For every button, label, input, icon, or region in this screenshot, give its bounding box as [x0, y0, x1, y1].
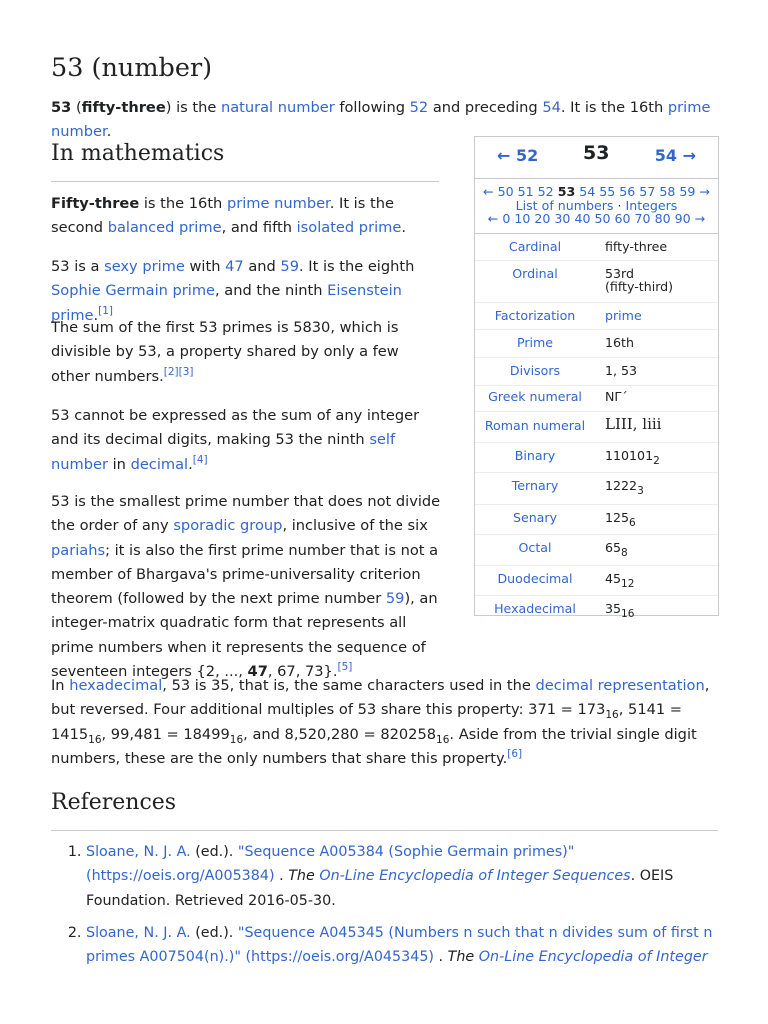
bold-47: 47	[247, 663, 268, 681]
section-heading-references: References	[51, 790, 177, 815]
nav-decades[interactable]: ← 0 10 20 30 40 50 60 70 80 90 →	[487, 211, 706, 226]
author-link[interactable]: Sloane, N. J. A.	[86, 844, 191, 860]
text: 53 is a	[51, 258, 105, 275]
infobox-row-octal	[475, 535, 718, 566]
text: The sum of the first 53 primes is 5830, which is divisible by 53, a property shared by only a few other numbers.	[51, 319, 399, 385]
subscript: 16	[88, 733, 102, 746]
text: (ed.).	[190, 844, 238, 860]
decimal-representation-link[interactable]: decimal representation	[535, 677, 705, 694]
balanced-prime-link[interactable]: balanced prime	[107, 219, 222, 237]
text: .	[274, 868, 289, 885]
text: , 67, 73}.	[267, 663, 338, 681]
infobox-header	[475, 137, 718, 179]
row-label[interactable]: Greek numeral	[488, 389, 582, 404]
text: , and 8,520,280 = 820258	[243, 725, 437, 743]
row-label[interactable]: Factorization	[494, 308, 576, 323]
bold-term: Fifty-three	[51, 195, 140, 212]
isolated-prime-link[interactable]: isolated prime	[296, 219, 402, 237]
natural-number-link[interactable]: natural number	[220, 99, 335, 116]
nav-next-numbers[interactable]: 54 55 56 57 58 59 →	[575, 184, 710, 199]
lead-text: . It is the 16th	[560, 99, 668, 116]
text: , and fifth	[221, 219, 297, 237]
value: 45	[605, 571, 622, 586]
value: 35	[605, 601, 622, 616]
decimal-link[interactable]: decimal	[130, 455, 189, 473]
infobox-row-binary	[475, 443, 718, 473]
reference-list	[69, 840, 728, 977]
text: In	[51, 677, 70, 694]
citation-4[interactable]: [4]	[192, 453, 208, 466]
sophie-germain-prime-link[interactable]: Sophie Germain prime	[51, 282, 216, 300]
row-value	[595, 443, 718, 472]
prime-number-link[interactable]: prime number	[51, 99, 711, 141]
text: ), an integer-matrix quadratic form that represents all prime numbers when it represents the sequence of seventeen integers {2, ...,	[51, 590, 438, 681]
page-title: 53 (number)	[51, 53, 213, 83]
value: 125	[605, 510, 630, 525]
math-paragraph-4	[51, 404, 439, 477]
text: , 99,481 = 18499	[101, 725, 230, 743]
link-59[interactable]: 59	[280, 258, 299, 275]
row-label[interactable]: Divisors	[509, 363, 561, 378]
previous-number-link[interactable]: ← 52	[497, 146, 539, 165]
row-value	[595, 473, 718, 504]
row-label[interactable]: Binary	[514, 448, 556, 463]
pariahs-link[interactable]: pariahs	[51, 541, 106, 559]
separator: ·	[613, 197, 626, 213]
text: . It is the eighth	[299, 258, 415, 275]
text: . Aside from the trivial single digit numbers, these are the only numbers that share this property.	[51, 725, 697, 767]
list-of-numbers-link[interactable]: List of numbers	[515, 197, 614, 213]
infobox-row-senary	[475, 505, 718, 535]
infobox-navigation	[475, 179, 718, 234]
infobox-row-ordinal	[475, 261, 718, 303]
section-heading-mathematics: In mathematics	[51, 141, 225, 166]
base: 16	[621, 608, 635, 620]
journal-link[interactable]: On-Line Encyclopedia of Integer Sequences	[319, 868, 631, 885]
sporadic-group-link[interactable]: sporadic group	[173, 517, 283, 535]
ordinal-words: (fifty-third)	[605, 279, 674, 294]
section-divider	[51, 181, 439, 182]
section-divider	[51, 830, 718, 831]
nav-line-3	[475, 212, 718, 226]
text: ; it is also the first prime number that is not a member of Bhargava's prime-universality criterion theorem (followed by the next prime number	[51, 541, 439, 608]
row-value	[595, 261, 718, 302]
row-value: 16th	[605, 335, 634, 350]
lead-text: .	[106, 123, 112, 141]
base: 8	[621, 547, 628, 559]
text: , but reversed. Four additional multiples of 53 share this property: 371 = 173	[51, 677, 710, 719]
math-paragraph-6	[51, 674, 718, 771]
text: The	[447, 949, 475, 966]
infobox-row-prime	[475, 330, 718, 358]
base: 2	[653, 455, 660, 467]
link-52[interactable]: 52	[409, 99, 429, 116]
subscript: 16	[436, 733, 450, 746]
text: The	[288, 868, 315, 885]
row-label[interactable]: Ternary	[511, 478, 559, 493]
lead-text: (	[71, 99, 82, 116]
text: is the 16th	[139, 195, 227, 212]
infobox-row-roman-numeral	[475, 412, 718, 443]
row-value	[595, 596, 718, 625]
ordinal-value: 53rd	[605, 266, 634, 281]
hexadecimal-link[interactable]: hexadecimal	[69, 677, 163, 694]
prime-number-link[interactable]: prime number	[226, 195, 330, 212]
row-label[interactable]: Senary	[512, 510, 558, 525]
infobox-row-divisors	[475, 358, 718, 386]
infobox-row-duodecimal	[475, 566, 718, 596]
row-value: ΝΓ´	[605, 389, 628, 404]
number-infobox	[474, 136, 719, 620]
text: .	[93, 306, 99, 324]
reference-item	[86, 921, 728, 970]
text: with	[184, 258, 226, 275]
text: .	[401, 219, 406, 237]
base: 6	[629, 517, 636, 529]
row-label[interactable]: Prime	[516, 335, 554, 350]
text: , 5141 = 1415	[51, 701, 683, 743]
citation-6[interactable]: [6]	[507, 747, 523, 760]
sexy-prime-link[interactable]: sexy prime	[104, 258, 185, 275]
text: . OEIS Foundation. Retrieved 2016-05-30.	[86, 868, 674, 909]
row-label[interactable]: Cardinal	[508, 239, 562, 254]
next-number-link[interactable]: 54 →	[654, 146, 696, 165]
infobox-row-cardinal	[475, 234, 718, 261]
row-value: LIII, liii	[605, 415, 662, 433]
lead-text: and preceding	[428, 99, 543, 116]
journal-link[interactable]: On-Line Encyclopedia of Integer	[478, 949, 708, 966]
infobox-row-ternary	[475, 473, 718, 505]
lead-text: following	[334, 99, 410, 116]
text: 53 cannot be expressed as the sum of any integer and its decimal digits, making 53 the ninth	[51, 407, 420, 449]
text: 53 is the smallest prime number that does not divide the order of any	[51, 493, 441, 535]
citation-1[interactable]: [1]	[98, 304, 114, 317]
infobox-row-hexadecimal	[475, 596, 718, 625]
value: 1222	[605, 478, 638, 493]
external-link[interactable]: "Sequence A045345 (Numbers n such that n divides sum of first n primes A007504(n).)" (https://oeis.org/A045345)	[86, 924, 713, 966]
nav-previous-numbers[interactable]: ← 50 51 52	[483, 184, 558, 199]
external-link[interactable]: "Sequence A005384 (Sophie Germain primes)" (https://oeis.org/A005384)	[86, 844, 575, 885]
row-label[interactable]: Octal	[518, 540, 552, 555]
text: .	[188, 455, 193, 473]
reference-item	[86, 840, 728, 913]
text: and	[243, 258, 281, 275]
text: , and the ninth	[215, 282, 328, 300]
math-paragraph-1	[51, 192, 431, 241]
lead-bold-number: 53	[51, 99, 72, 116]
text: . It is the second	[51, 195, 394, 237]
row-label[interactable]: Duodecimal	[497, 571, 573, 586]
row-label[interactable]: Hexadecimal	[494, 601, 576, 616]
text: .	[434, 949, 448, 966]
row-label[interactable]: Roman numeral	[484, 418, 586, 433]
eisenstein-prime-link[interactable]: Eisenstein prime	[51, 282, 402, 324]
citation-5[interactable]: [5]	[337, 661, 353, 674]
subscript: 16	[605, 709, 619, 722]
prime-link[interactable]: prime	[605, 308, 642, 323]
math-paragraph-3	[51, 316, 439, 389]
author-link[interactable]: Sloane, N. J. A.	[86, 924, 191, 941]
row-value: fifty-three	[605, 239, 668, 254]
base: 12	[621, 578, 635, 590]
lead-bold-name: fifty-three	[81, 99, 166, 116]
row-value	[595, 505, 718, 534]
row-label[interactable]: Ordinal	[512, 266, 558, 281]
link-47[interactable]: 47	[225, 258, 244, 275]
citation-3[interactable]: [3]	[178, 365, 194, 378]
subscript: 16	[229, 733, 244, 746]
nav-line-1	[475, 185, 718, 199]
integers-link[interactable]: Integers	[625, 197, 678, 213]
text: , inclusive of the six	[282, 517, 428, 535]
link-54[interactable]: 54	[542, 99, 561, 116]
base: 3	[637, 485, 644, 497]
text: (ed.).	[190, 924, 238, 941]
row-value	[595, 535, 718, 565]
nav-current: 53	[557, 184, 576, 199]
text: , 53 is 35, that is, the same characters used in the	[162, 677, 536, 694]
infobox-row-greek-numeral	[475, 386, 718, 412]
self-number-link[interactable]: self number	[51, 431, 396, 473]
infobox-row-factorization	[475, 303, 718, 330]
current-number: 53	[583, 142, 610, 164]
row-value	[595, 566, 718, 595]
row-value: 1, 53	[605, 363, 638, 378]
link-59[interactable]: 59	[385, 590, 405, 608]
citation-2[interactable]: [2]	[163, 365, 179, 378]
text: in	[107, 455, 131, 473]
nav-line-2	[475, 199, 718, 213]
value: 110101	[605, 448, 654, 463]
value: 65	[605, 540, 622, 555]
lead-text: ) is the	[165, 99, 221, 116]
